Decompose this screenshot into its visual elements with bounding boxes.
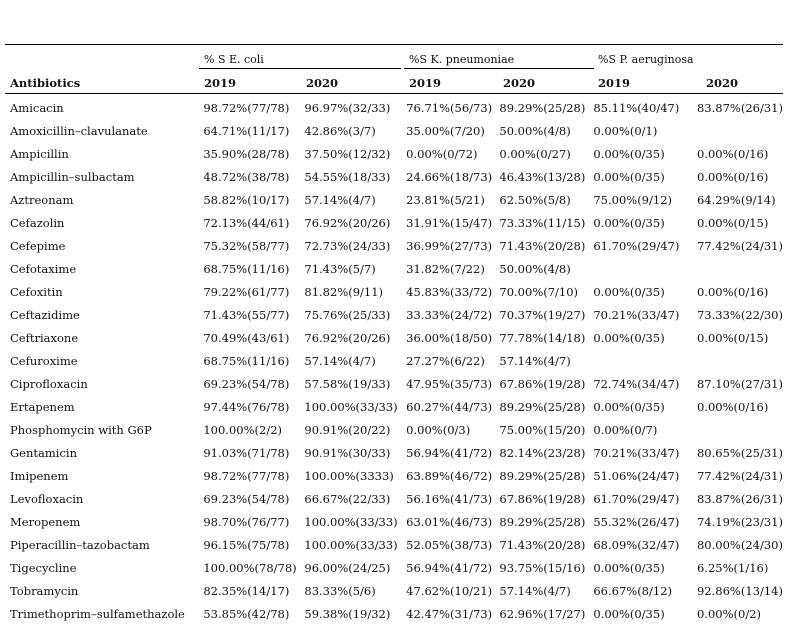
table-row: [5, 464, 783, 487]
susceptibility-cell: 55.32%(26/47): [593, 514, 680, 529]
susceptibility-cell: 68.75%(11/16): [203, 261, 290, 276]
susceptibility-cell: 36.00%(18/50): [406, 330, 493, 345]
susceptibility-cell: 82.35%(14/17): [203, 583, 290, 598]
antibiotic-name: Aztreonam: [10, 192, 74, 207]
susceptibility-cell: 73.33%(22/30): [696, 307, 783, 322]
susceptibility-cell: 6.25%(1/16): [696, 560, 769, 575]
susceptibility-cell: 69.23%(54/78): [203, 491, 290, 506]
table-row: [5, 510, 783, 533]
susceptibility-cell: 98.70%(76/77): [203, 514, 290, 529]
susceptibility-cell: 0.00%(0/16): [696, 399, 769, 414]
antibiotic-name: Ciprofloxacin: [10, 376, 88, 391]
table-row: [5, 556, 783, 579]
susceptibility-cell: 83.87%(26/31): [696, 100, 783, 115]
susceptibility-cell: 54.55%(18/33): [304, 169, 391, 184]
susceptibility-cell: 75.32%(58/77): [203, 238, 290, 253]
table-row: [5, 96, 783, 119]
antibiotic-name: Tobramycin: [10, 583, 79, 598]
susceptibility-cell: 0.00%(0/35): [593, 169, 665, 184]
susceptibility-cell: 67.86%(19/28): [499, 376, 586, 391]
susceptibility-cell: 0.00%(0/16): [696, 146, 769, 161]
susceptibility-cell: 23.81%(5/21): [406, 192, 485, 207]
susceptibility-cell: 96.15%(75/78): [203, 537, 290, 552]
antibiotic-name: Amoxicillin–clavulanate: [10, 123, 148, 138]
susceptibility-cell: 79.22%(61/77): [203, 284, 290, 299]
susceptibility-cell: 0.00%(0/1): [593, 123, 658, 138]
susceptibility-cell: 90.91%(30/33): [304, 445, 391, 460]
group-header-kpneumoniae: %S K. pneumoniae: [409, 53, 515, 66]
susceptibility-cell: 35.00%(7/20): [406, 123, 485, 138]
antibiotic-name: Piperacillin–tazobactam: [10, 537, 150, 552]
susceptibility-cell: 50.00%(4/8): [499, 261, 571, 276]
susceptibility-cell: 57.14%(4/7): [499, 583, 571, 598]
susceptibility-cell: [588, 349, 692, 372]
susceptibility-cell: 71.43%(5/7): [304, 261, 376, 276]
susceptibility-cell: 0.00%(0/35): [593, 399, 665, 414]
susceptibility-cell: 36.99%(27/73): [406, 238, 493, 253]
susceptibility-cell: 98.72%(77/78): [203, 468, 290, 483]
susceptibility-cell: 59.38%(19/32): [304, 606, 391, 621]
susceptibility-cell: 37.50%(12/32): [304, 146, 391, 161]
susceptibility-cell: 75.00%(9/12): [593, 192, 672, 207]
susceptibility-cell: 70.21%(33/47): [593, 445, 680, 460]
susceptibility-cell: 70.49%(43/61): [203, 330, 290, 345]
table-row: [5, 395, 783, 418]
antibiotic-name: Ceftriaxone: [10, 330, 79, 345]
susceptibility-cell: 87.10%(27/31): [696, 376, 783, 391]
susceptibility-cell: 68.09%(32/47): [593, 537, 680, 552]
susceptibility-cell: 74.19%(23/31): [696, 514, 783, 529]
susceptibility-cell: 76.92%(20/26): [304, 215, 391, 230]
susceptibility-cell: 64.71%(11/17): [203, 123, 290, 138]
antibiotic-name: Levofloxacin: [10, 491, 84, 506]
table-row: [5, 119, 783, 142]
susceptibility-cell: 0.00%(0/35): [593, 215, 665, 230]
susceptibility-cell: 48.72%(38/78): [203, 169, 290, 184]
susceptibility-cell: 0.00%(0/27): [499, 146, 571, 161]
susceptibility-cell: 0.00%(0/15): [696, 330, 769, 345]
susceptibility-cell: 73.33%(11/15): [499, 215, 586, 230]
susceptibility-cell: 75.76%(25/33): [304, 307, 391, 322]
group-underline-kpneumoniae: [404, 68, 594, 69]
antibiotic-name: Gentamicin: [10, 445, 77, 460]
susceptibility-cell: 72.13%(44/61): [203, 215, 290, 230]
susceptibility-cell: 80.65%(25/31): [696, 445, 783, 460]
antibiotic-name: Meropenem: [10, 514, 81, 529]
susceptibility-cell: 50.00%(4/8): [499, 123, 571, 138]
susceptibility-cell: 80.00%(24/30): [696, 537, 783, 552]
susceptibility-cell: 56.94%(41/72): [406, 560, 493, 575]
susceptibility-cell: 35.90%(28/78): [203, 146, 290, 161]
antibiotic-name: Cefepime: [10, 238, 66, 253]
susceptibility-cell: 0.00%(0/15): [696, 215, 769, 230]
susceptibility-cell: 31.82%(7/22): [406, 261, 485, 276]
table-row: [5, 441, 783, 464]
susceptibility-cell: 57.14%(4/7): [304, 353, 376, 368]
susceptibility-cell: 92.86%(13/14): [696, 583, 783, 598]
susceptibility-cell: 100.00%(2/2): [203, 422, 282, 437]
susceptibility-cell: 89.29%(25/28): [499, 468, 586, 483]
susceptibility-cell: 96.97%(32/33): [304, 100, 391, 115]
susceptibility-cell: 89.29%(25/28): [499, 399, 586, 414]
antibiotic-name: Cefuroxime: [10, 353, 78, 368]
susceptibility-cell: 93.75%(15/16): [499, 560, 586, 575]
susceptibility-cell: 57.14%(4/7): [304, 192, 376, 207]
susceptibility-cell: 61.70%(29/47): [593, 491, 680, 506]
table-row: [5, 188, 783, 211]
susceptibility-cell: 71.43%(20/28): [499, 238, 586, 253]
year-header: 2020: [503, 76, 536, 90]
susceptibility-cell: 58.82%(10/17): [203, 192, 290, 207]
antibiotic-name: Trimethoprim–sulfamethazole: [10, 606, 185, 621]
year-header: 2020: [706, 76, 739, 90]
antibiotic-name: Ceftazidime: [10, 307, 80, 322]
susceptibility-cell: 47.62%(10/21): [406, 583, 493, 598]
susceptibility-cell: [692, 119, 783, 142]
susceptibility-cell: 72.74%(34/47): [593, 376, 680, 391]
susceptibility-cell: 51.06%(24/47): [593, 468, 680, 483]
susceptibility-cell: 57.14%(4/7): [499, 353, 571, 368]
susceptibility-cell: [692, 418, 783, 441]
group-header-ecoli: % S E. coli: [204, 53, 264, 66]
group-underline-ecoli: [199, 68, 401, 69]
susceptibility-cell: 63.01%(46/73): [406, 514, 493, 529]
table-row: [5, 257, 783, 280]
susceptibility-cell: 0.00%(0/7): [593, 422, 658, 437]
table-row: [5, 418, 783, 441]
susceptibility-cell: 0.00%(0/35): [593, 606, 665, 621]
susceptibility-cell: [692, 349, 783, 372]
antibiotic-name: Tigecycline: [10, 560, 77, 575]
antibiotic-name: Cefotaxime: [10, 261, 77, 276]
data-table: [5, 96, 783, 625]
table-row: [5, 602, 783, 625]
susceptibility-cell: 77.78%(14/18): [499, 330, 586, 345]
susceptibility-cell: 66.67%(22/33): [304, 491, 391, 506]
susceptibility-cell: 91.03%(71/78): [203, 445, 290, 460]
susceptibility-cell: 62.96%(17/27): [499, 606, 586, 621]
year-header: 2019: [598, 76, 631, 90]
susceptibility-cell: 96.00%(24/25): [304, 560, 391, 575]
antibiotic-name: Amicacin: [10, 100, 64, 115]
susceptibility-cell: [588, 257, 692, 280]
susceptibility-cell: 31.91%(15/47): [406, 215, 493, 230]
susceptibility-cell: 82.14%(23/28): [499, 445, 586, 460]
table-row: [5, 487, 783, 510]
susceptibility-cell: 70.00%(7/10): [499, 284, 579, 299]
table-row: [5, 579, 783, 602]
susceptibility-cell: 64.29%(9/14): [696, 192, 776, 207]
susceptibility-cell: 90.91%(20/22): [304, 422, 391, 437]
table-row: [5, 211, 783, 234]
susceptibility-cell: 97.44%(76/78): [203, 399, 290, 414]
susceptibility-cell: 67.86%(19/28): [499, 491, 586, 506]
susceptibility-cell: 0.00%(0/35): [593, 560, 665, 575]
susceptibility-cell: 68.75%(11/16): [203, 353, 290, 368]
susceptibility-cell: 85.11%(40/47): [593, 100, 680, 115]
susceptibility-cell: 60.27%(44/73): [406, 399, 493, 414]
antibiotic-name: Cefoxitin: [10, 284, 63, 299]
susceptibility-cell: 89.29%(25/28): [499, 514, 586, 529]
table-row: [5, 372, 783, 395]
susceptibility-cell: 56.16%(41/73): [406, 491, 493, 506]
susceptibility-cell: 98.72%(77/78): [203, 100, 290, 115]
susceptibility-cell: 71.43%(20/28): [499, 537, 586, 552]
antibiotics-column-header: Antibiotics: [10, 76, 81, 90]
antibiotic-name: Cefazolin: [10, 215, 65, 230]
susceptibility-cell: 70.37%(19/27): [499, 307, 586, 322]
susceptibility-cell: 45.83%(33/72): [406, 284, 493, 299]
susceptibility-cell: 72.73%(24/33): [304, 238, 391, 253]
antibiotic-name: Ertapenem: [10, 399, 75, 414]
table-row: [5, 303, 783, 326]
susceptibility-cell: [692, 257, 783, 280]
susceptibility-cell: 0.00%(0/35): [593, 146, 665, 161]
susceptibility-cell: 0.00%(0/2): [696, 606, 761, 621]
susceptibility-cell: 75.00%(15/20): [499, 422, 586, 437]
susceptibility-cell: 56.94%(41/72): [406, 445, 493, 460]
susceptibility-cell: 0.00%(0/35): [593, 330, 665, 345]
susceptibility-cell: 100.00%(3333): [304, 468, 394, 483]
susceptibility-cell: 83.87%(26/31): [696, 491, 783, 506]
susceptibility-cell: 77.42%(24/31): [696, 238, 783, 253]
susceptibility-cell: 66.67%(8/12): [593, 583, 672, 598]
susceptibility-cell: 100.00%(33/33): [304, 399, 398, 414]
susceptibility-cell: 47.95%(35/73): [406, 376, 493, 391]
susceptibility-cell: 83.33%(5/6): [304, 583, 376, 598]
susceptibility-cell: 70.21%(33/47): [593, 307, 680, 322]
susceptibility-cell: 81.82%(9/11): [304, 284, 384, 299]
antibiotic-name: Ampicillin–sulbactam: [10, 169, 135, 184]
susceptibility-cell: 76.71%(56/73): [406, 100, 493, 115]
table-row: [5, 349, 783, 372]
antibiotic-name: Phosphomycin with G6P: [10, 422, 152, 437]
antibiotic-name: Imipenem: [10, 468, 69, 483]
susceptibility-cell: 42.47%(31/73): [406, 606, 493, 621]
group-header-paeruginosa: %S P. aeruginosa: [598, 53, 694, 66]
susceptibility-cell: 63.89%(46/72): [406, 468, 493, 483]
table-row: [5, 142, 783, 165]
susceptibility-cell: 53.85%(42/78): [203, 606, 290, 621]
susceptibility-cell: 100.00%(78/78): [203, 560, 297, 575]
table-row: [5, 234, 783, 257]
susceptibility-cell: 57.58%(19/33): [304, 376, 391, 391]
susceptibility-cell: 0.00%(0/16): [696, 169, 769, 184]
susceptibility-cell: 69.23%(54/78): [203, 376, 290, 391]
susceptibility-cell: 46.43%(13/28): [499, 169, 586, 184]
table-row: [5, 533, 783, 556]
susceptibility-cell: 33.33%(24/72): [406, 307, 493, 322]
susceptibility-cell: 62.50%(5/8): [499, 192, 571, 207]
susceptibility-cell: 0.00%(0/16): [696, 284, 769, 299]
susceptibility-cell: 71.43%(55/77): [203, 307, 290, 322]
susceptibility-cell: 100.00%(33/33): [304, 514, 398, 529]
susceptibility-cell: 76.92%(20/26): [304, 330, 391, 345]
susceptibility-cell: 77.42%(24/31): [696, 468, 783, 483]
susceptibility-cell: 27.27%(6/22): [406, 353, 485, 368]
susceptibility-cell: 61.70%(29/47): [593, 238, 680, 253]
antibiotic-name: Ampicillin: [10, 146, 69, 161]
susceptibility-cell: 24.66%(18/73): [406, 169, 493, 184]
table-row: [5, 165, 783, 188]
year-header: 2020: [306, 76, 339, 90]
table-row: [5, 280, 783, 303]
susceptibility-cell: 42.86%(3/7): [304, 123, 376, 138]
susceptibility-cell: 0.00%(0/72): [406, 146, 478, 161]
susceptibility-cell: 52.05%(38/73): [406, 537, 493, 552]
susceptibility-cell: 89.29%(25/28): [499, 100, 586, 115]
top-rule: [5, 44, 783, 45]
susceptibility-cell: 0.00%(0/35): [593, 284, 665, 299]
susceptibility-cell: 100.00%(33/33): [304, 537, 398, 552]
header-rule: [5, 93, 783, 94]
table-row: [5, 326, 783, 349]
year-header: 2019: [204, 76, 237, 90]
susceptibility-cell: 0.00%(0/3): [406, 422, 471, 437]
year-header: 2019: [409, 76, 442, 90]
